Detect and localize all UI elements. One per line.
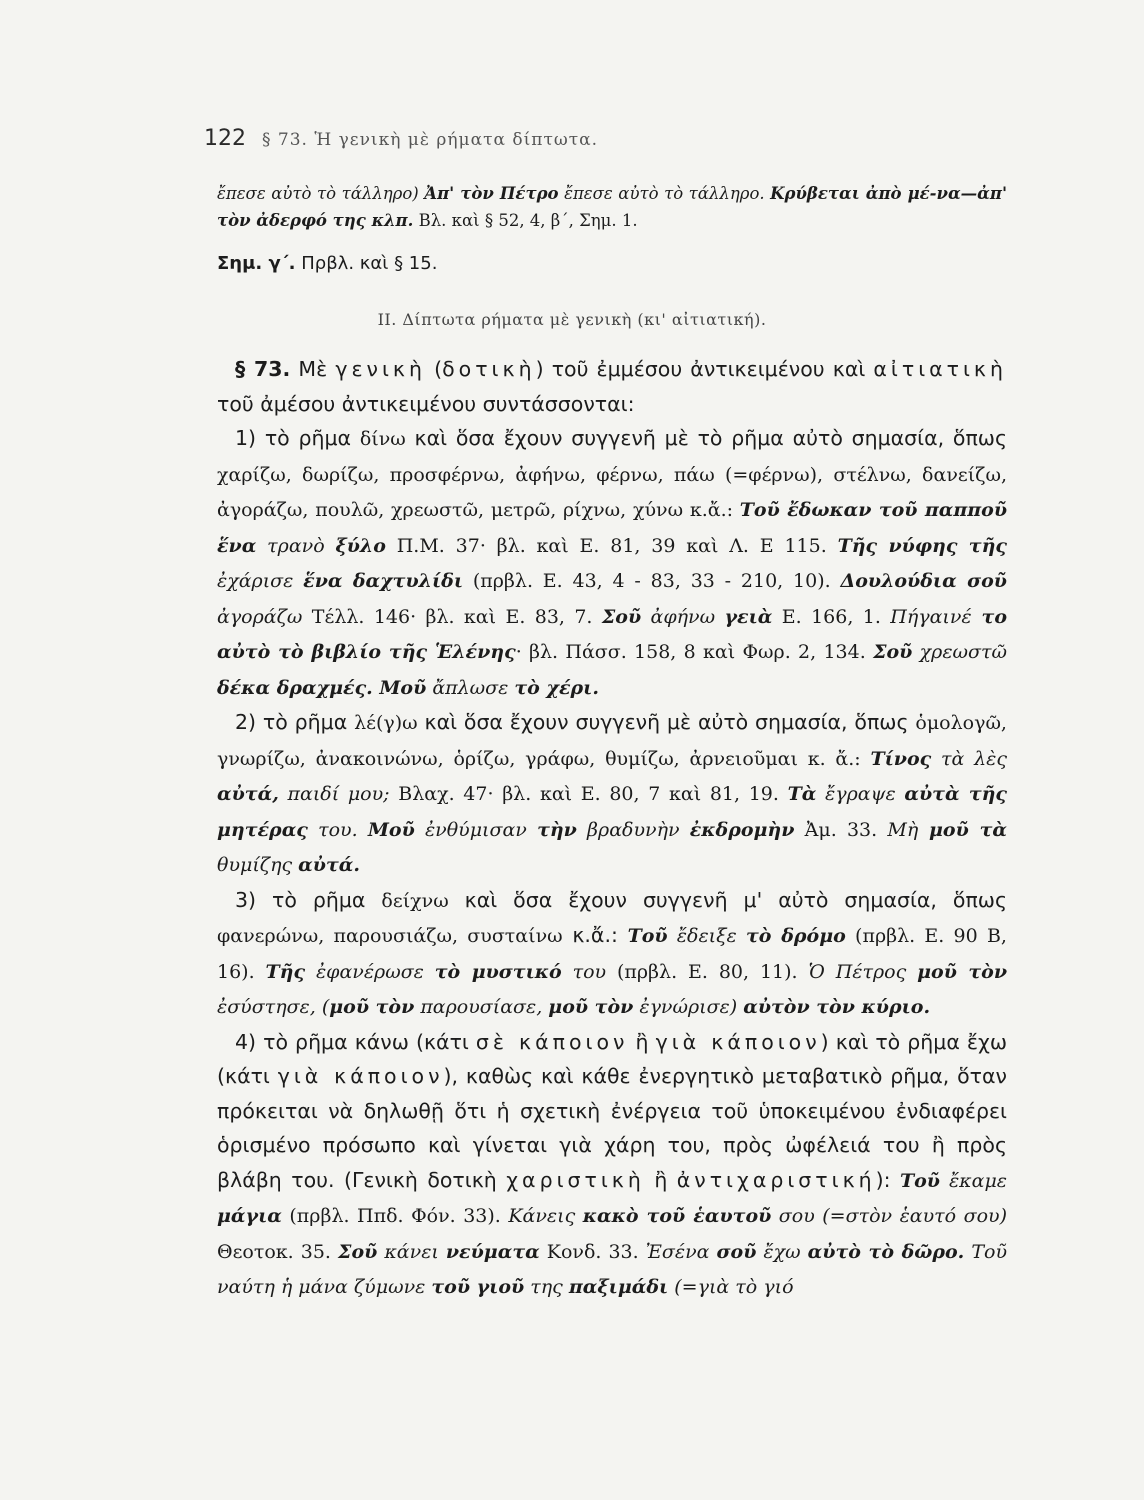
i4-b: κάνω bbox=[354, 1029, 409, 1054]
i2-y: θυμίζης bbox=[217, 854, 299, 876]
i2-q: Μοῦ bbox=[367, 818, 415, 841]
i2-t: βραδυνὴν bbox=[576, 818, 690, 841]
i4-ag: αὐτὸ τὸ δῶρο. bbox=[807, 1240, 965, 1263]
i4-c: (κάτι bbox=[408, 1029, 476, 1054]
i1-ab: χρεωστῶ bbox=[912, 641, 1007, 663]
i4-e: ἢ bbox=[628, 1029, 656, 1054]
i2-l: Βλαχ. 47· βλ. καὶ Ε. 80, 7 καὶ 81, 19. bbox=[389, 783, 788, 805]
i1-a: 1) τὸ ρῆμα bbox=[235, 426, 360, 450]
note-label: Σημ. γ΄. bbox=[217, 253, 296, 274]
i1-n: ἐχάρισε bbox=[217, 570, 304, 592]
i3-w: ἐγνώρισε) bbox=[633, 996, 744, 1018]
i2-s: τὴν bbox=[537, 818, 577, 841]
i4-ab: νεύματα bbox=[445, 1240, 540, 1263]
i2-m: Τὰ bbox=[787, 783, 817, 805]
fn-t1: ἔπεσε αὐτὸ τὸ τάλληρο) bbox=[217, 184, 425, 203]
i1-aa: Σοῦ bbox=[873, 641, 913, 663]
i4-r: Τοῦ bbox=[900, 1169, 940, 1192]
paragraph-73 bbox=[217, 352, 1007, 421]
i2-w: Μὴ bbox=[887, 818, 919, 841]
i1-ae: τὸ χέρι. bbox=[514, 676, 599, 699]
i3-p: (πρβλ. Ε. 80, 11). bbox=[606, 960, 809, 983]
section-heading: II. Δίπτωτα ρήματα μὲ γενικὴ (κι' αἰτιατική). bbox=[377, 310, 767, 329]
i4-p: ἀντιχαριστική bbox=[676, 1167, 876, 1192]
i1-u: ἀφήνω bbox=[641, 605, 725, 628]
fn-t5: Βλ. καὶ § 52, 4, β΄, Σημ. 1. bbox=[413, 211, 638, 230]
i2-k: παιδί μου; bbox=[278, 783, 390, 805]
i4-al: (=γιὰ τὸ γιό bbox=[668, 1276, 794, 1298]
item-3 bbox=[217, 883, 1007, 1025]
i3-k: (πρβλ. Ε. 90 Β, 16). bbox=[217, 925, 1007, 983]
i4-o: ἢ bbox=[644, 1167, 677, 1192]
i3-g: ἔδειξε bbox=[667, 925, 746, 947]
p73-dotike: δοτικὴ bbox=[442, 357, 536, 381]
i4-ah: Τοῦ ναύτη ἡ μάνα ζύμωνε bbox=[217, 1240, 1008, 1298]
i2-c: καὶ ὅσα ἔχουν συγγενῆ μὲ αὐτὸ σημασία, ὅπως bbox=[417, 710, 916, 734]
running-head bbox=[204, 126, 1024, 162]
i4-d: σὲ κάποιον bbox=[475, 1029, 629, 1054]
running-title: § 73. Ἡ γενικὴ μὲ ρήματα δίπτωτα. bbox=[262, 130, 598, 150]
i1-k: ξύλο bbox=[335, 534, 386, 557]
i1-t: Σοῦ bbox=[601, 605, 642, 628]
i2-n: ἔγραψε bbox=[816, 783, 905, 805]
i3-r: μοῦ τὸν bbox=[917, 960, 1007, 983]
i3-a: 3) τὸ ρῆμα bbox=[235, 887, 382, 912]
i1-b: δίνω bbox=[359, 428, 406, 450]
i1-h: τρανὸ bbox=[256, 534, 336, 557]
p73-b: ( bbox=[426, 357, 443, 381]
i3-d: φανερώνω, παρουσιάζω, συσταίνω bbox=[217, 925, 563, 947]
i2-b: λέ(γ)ω bbox=[354, 712, 418, 734]
i3-x: αὐτὸν τὸν κύριο. bbox=[743, 996, 931, 1018]
i2-x: μοῦ τὰ bbox=[918, 818, 1007, 841]
i4-af: ἔχω bbox=[756, 1240, 808, 1263]
i4-f: γιὰ κάποιον bbox=[655, 1029, 821, 1054]
i4-l: γιὰ κάποιον bbox=[277, 1064, 444, 1088]
p73-c: ) τοῦ ἐμμέσου ἀντικειμένου καὶ bbox=[535, 357, 874, 381]
i1-y: το αὐτὸ τὸ βιβλίο τῆς Ἑλένης bbox=[217, 605, 1008, 663]
i1-l: Π.Μ. 37· βλ. καὶ Ε. 81, 39 καὶ Λ. Ε 115. bbox=[385, 534, 838, 557]
p73-a: Μὲ bbox=[290, 357, 336, 381]
footnote-text bbox=[217, 180, 1007, 234]
i3-c: καὶ ὅσα ἔχουν συγγενῆ μ' αὐτὸ σημασία, ὅπως bbox=[448, 887, 1007, 912]
i2-d: ὁμολογῶ, γνωρίζω, ἀνακοινώνω, ὁρίζω, γράφω, θυμίζω, ἀρνειοῦμαι bbox=[217, 712, 1007, 770]
i4-ak: παξιμάδι bbox=[568, 1276, 669, 1298]
i4-y: Θεοτοκ. 35. bbox=[217, 1240, 339, 1263]
i1-p: (πρβλ. Ε. 43, 4 - 83, 33 - 210, 10). bbox=[463, 570, 841, 592]
i2-e: κ. ἄ.: bbox=[797, 747, 871, 770]
i2-h: αὐτά, bbox=[217, 783, 279, 805]
i1-c: καὶ ὅσα ἔχουν συγγενῆ μὲ τὸ ρῆμα αὐτὸ σημασία, ὅπως bbox=[405, 426, 1007, 450]
i1-f: Τοῦ ἔδωκαν bbox=[739, 499, 872, 521]
p73-d: τοῦ ἀμέσου ἀντικειμένου συντάσσονται: bbox=[217, 391, 635, 416]
i3-b: δείχνω bbox=[381, 889, 449, 912]
i4-aj: της bbox=[524, 1276, 569, 1298]
i1-q: Δουλούδια σοῦ bbox=[840, 570, 1007, 592]
i3-l: Τῆς bbox=[265, 960, 306, 983]
i4-ae: σοῦ bbox=[716, 1240, 757, 1263]
i1-g: τοῦ παπποῦ ἕνα bbox=[217, 499, 1008, 557]
i2-o: αὐτὰ τῆς μητέρας bbox=[217, 783, 1007, 841]
i4-ac: Κονδ. 33. bbox=[539, 1240, 646, 1263]
i2-p: του. bbox=[307, 818, 368, 841]
i3-m: ἐφανέρωσε bbox=[305, 960, 435, 983]
i1-x: Πήγαινέ bbox=[890, 605, 972, 628]
i4-k: (κάτι bbox=[217, 1064, 278, 1088]
item-1 bbox=[217, 421, 1007, 705]
i2-g: τὰ λὲς bbox=[931, 747, 1007, 770]
note-gamma bbox=[217, 253, 437, 274]
i2-u: ἐκδρομὴν bbox=[689, 818, 795, 841]
i3-e: κ.ἄ.: bbox=[562, 923, 628, 947]
i4-x: σου (=στὸν ἑαυτό σου) bbox=[771, 1205, 1007, 1227]
fn-t3: ἔπεσε αὐτὸ τὸ τάλληρο. bbox=[558, 184, 771, 203]
i4-g: ) καὶ τὸ ρῆμα bbox=[820, 1029, 967, 1054]
i1-z: · βλ. Πάσσ. 158, 8 καὶ Φωρ. 2, 134. bbox=[515, 641, 874, 663]
i2-a: 2) τὸ ρῆμα bbox=[235, 710, 355, 734]
fn-t2: Ἀπ' τὸν Πέτρο bbox=[424, 184, 559, 203]
i3-v: μοῦ τὸν bbox=[548, 996, 634, 1018]
i3-u: παρουσίασε, bbox=[414, 996, 549, 1018]
i3-t: μοῦ τὸν bbox=[329, 996, 415, 1018]
i3-n: τὸ μυστικό bbox=[434, 960, 562, 983]
i1-m: Τῆς νύφης τῆς bbox=[837, 534, 1007, 557]
p73-genike: γενικὴ bbox=[335, 357, 426, 381]
main-text bbox=[217, 352, 1007, 1305]
i4-u: (πρβλ. Ππδ. Φόν. 33). bbox=[281, 1205, 509, 1227]
i4-m: ), καθὼς καὶ κάθε ἐνεργητικὸ μεταβατικὸ ρῆμα, ὅταν πρόκειται νὰ δηλωθῇ ὅτι ἡ σχετικὴ ἐνέργεια τοῦ ὑποκειμένου ἐνδιαφέρει ὁρισμένο πρόσωπο καὶ γίνεται γιὰ χάρη του, πρὸς ὠφέλειά του ἢ πρὸς βλάβη του. (Γενικὴ δοτικὴ bbox=[217, 1064, 1007, 1192]
i1-w: Ε. 166, 1. bbox=[772, 605, 891, 628]
item-4 bbox=[217, 1025, 1007, 1305]
i4-q: ): bbox=[875, 1167, 900, 1192]
i4-ad: Ἐσένα bbox=[645, 1240, 717, 1263]
i3-s: ἐσύστησε, ( bbox=[217, 996, 330, 1018]
i1-ac: δέκα δραχμές. Μοῦ bbox=[217, 676, 427, 699]
note-text: Πρβλ. καὶ § 15. bbox=[295, 253, 438, 274]
i2-f: Τίνος bbox=[870, 747, 932, 770]
i4-a: 4) τὸ ρῆμα bbox=[235, 1029, 355, 1054]
i4-n: χαριστικὴ bbox=[506, 1167, 645, 1192]
i4-z: Σοῦ bbox=[338, 1240, 378, 1263]
i1-v: γειὰ bbox=[724, 605, 773, 628]
i3-o: του bbox=[561, 960, 607, 983]
footnote-continuation bbox=[217, 180, 1007, 234]
i3-h: τὸ δρόμο bbox=[745, 925, 846, 947]
i4-v: Κάνεις bbox=[508, 1205, 583, 1227]
i4-w: κακὸ τοῦ ἑαυτοῦ bbox=[582, 1205, 772, 1227]
p73-aitiatike: αἰτιατικὴ bbox=[873, 357, 1008, 381]
item-2 bbox=[217, 705, 1007, 883]
i1-r: ἀγοράζω bbox=[217, 605, 303, 628]
i1-o: ἕνα δαχτυλίδι bbox=[303, 570, 464, 592]
i4-h: ἔχω bbox=[966, 1029, 1008, 1054]
i4-s: ἔκαμε bbox=[940, 1169, 1007, 1192]
i4-ai: τοῦ γιοῦ bbox=[431, 1276, 525, 1298]
i3-q: Ὁ Πέτρος bbox=[808, 960, 918, 983]
i1-d: χαρίζω, δωρίζω, προσφέρνω, ἀφήνω, φέρνω, πάω (=φέρνω), στέλνω, δανείζω, ἀγοράζω, πουλῶ, χρεωστῶ, μετρῶ, ρίχνω, χύνω bbox=[217, 463, 1007, 521]
i4-t: μάγια bbox=[217, 1205, 282, 1227]
i1-e: κ.ἄ.: bbox=[683, 499, 740, 521]
fn-t4: Κρύβεται ἀπὸ μέ-να—ἀπ' τὸν ἀδερφό της κλπ. bbox=[217, 184, 1007, 230]
i1-s: Τέλλ. 146· βλ. καὶ Ε. 83, 7. bbox=[302, 605, 602, 628]
i4-aa: κάνει bbox=[377, 1240, 446, 1263]
i1-ad: ἄπλωσε bbox=[426, 676, 515, 699]
i2-v: Ἀμ. 33. bbox=[794, 818, 888, 841]
i3-f: Τοῦ bbox=[627, 925, 668, 947]
i2-z: αὐτά. bbox=[298, 854, 360, 876]
page-number: 122 bbox=[204, 126, 246, 151]
i2-r: ἐνθύμισαν bbox=[414, 818, 538, 841]
section-number: § 73. bbox=[235, 357, 291, 381]
